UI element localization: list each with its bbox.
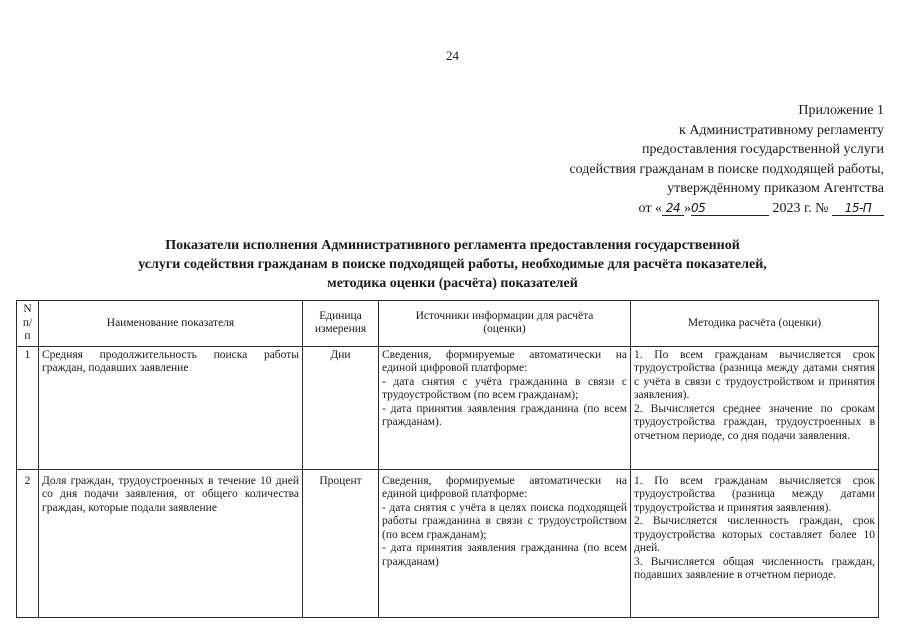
row-num: 2 [17, 469, 39, 617]
header-num: N п/п [17, 301, 39, 347]
title-line: Показатели исполнения Административного регламента предоставления государственной [165, 238, 740, 253]
appendix-line: содействия гражданам в поиске подходящей работы, [569, 161, 884, 177]
row-unit: Процент [303, 469, 379, 617]
appendix-line: Приложение 1 [798, 103, 884, 118]
header-sources: Источники информации для расчёта (оценки) [379, 301, 631, 347]
order-prefix: от « [638, 200, 662, 216]
table-row [17, 346, 879, 469]
header-method: Методика расчёта (оценки) [631, 301, 879, 347]
header-unit: Единица измерения [303, 301, 379, 347]
row-method: 1. По всем гражданам вычисляется срок трудоустройства (разница между датами трудоустройства и принятия заявления). 2. Вычисляется численность граждан, срок трудоустройства которых составляет более 10 дней. 3. Вычисляется общая численность граждан, подавших заявление в отчетном периоде. [631, 469, 879, 617]
row-method: 1. По всем гражданам вычисляется срок трудоустройства (разница между датами снятия с учёта в связи с трудоустройством и принятия заявления). 2. Вычисляется среднее значение по срокам трудоустройства граждан, трудоустроенных в отчетном периоде, со дня подачи заявления. [631, 346, 879, 469]
row-unit: Дни [303, 346, 379, 469]
order-mid: » [683, 200, 691, 216]
order-year: 2023 [772, 200, 801, 216]
appendix-header [569, 101, 884, 218]
title-line: методика оценки (расчёта) показателей [327, 276, 578, 291]
header-name: Наименование показателя [39, 301, 303, 347]
order-year-suffix: г. № [800, 200, 829, 216]
document-title [0, 236, 905, 293]
indicators-table [16, 300, 879, 618]
order-reference [569, 199, 884, 219]
order-day: 24 [662, 202, 684, 216]
row-name: Доля граждан, трудоустроенных в течение 10 дней со дня подачи заявления, от общего количества граждан, которые подали заявление [39, 469, 303, 617]
order-number: 15-П [832, 202, 884, 216]
appendix-line: к Административному регламенту [679, 122, 884, 138]
table-row [17, 469, 879, 617]
row-num: 1 [17, 346, 39, 469]
appendix-line: предоставления государственной услуги [642, 142, 884, 157]
row-name: Средняя продолжительность поиска работы граждан, подавших заявление [39, 346, 303, 469]
row-sources: Сведения, формируемые автоматически на единой цифровой платформе: - дата снятия с учёта в целях поиска подходящей работы гражданина в связи с трудоустройством (по всем гражданам); - дата принятия заявления гражданина (по всем гражданам) [379, 469, 631, 617]
order-month: 05 [691, 202, 769, 216]
table-header-row [17, 301, 879, 347]
appendix-line: утверждённому приказом Агентства [667, 181, 884, 196]
page-number: 24 [446, 48, 459, 63]
row-sources: Сведения, формируемые автоматически на единой цифровой платформе: - дата снятия с учёта гражданина в связи с трудоустройством (по всем гражданам); - дата принятия заявления гражданина (по всем гражданам). [379, 346, 631, 469]
title-line: услуги содействия гражданам в поиске подходящей работы, необходимые для расчёта показателей, [138, 257, 767, 272]
